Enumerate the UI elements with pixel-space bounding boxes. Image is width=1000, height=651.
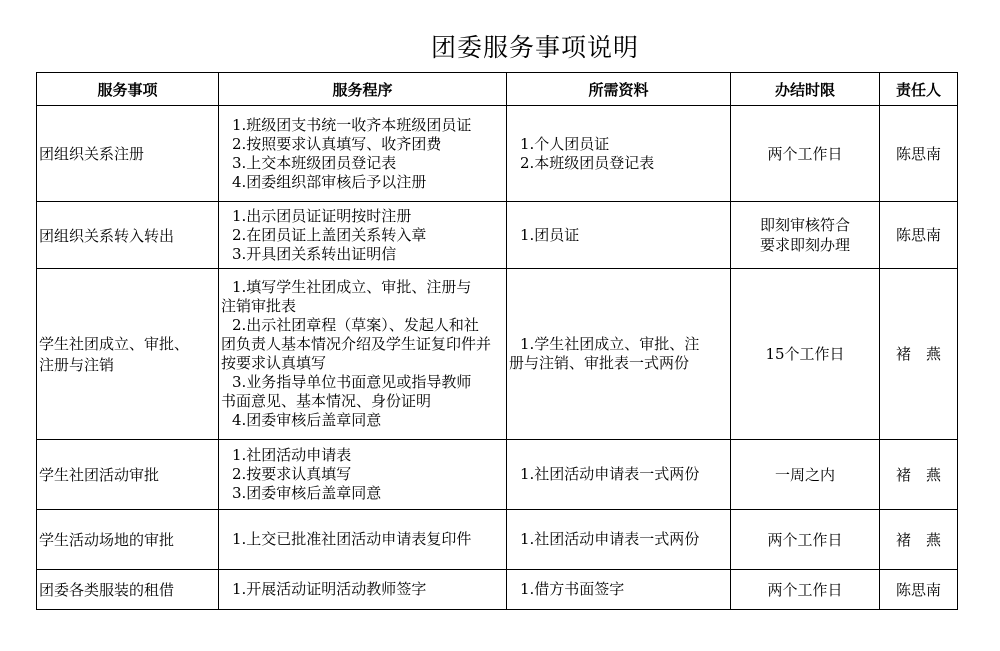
procedure-cell: [219, 269, 507, 440]
service-name: 团组织关系注册: [37, 106, 219, 202]
service-name: 学生活动场地的审批: [37, 510, 219, 570]
table-row: [37, 106, 958, 202]
procedure-step: 1.班级团支书统一收齐本班级团员证: [232, 115, 472, 134]
procedure-cell: [219, 202, 507, 269]
deadline-cell: [731, 570, 880, 610]
deadline-text: 两个工作日: [767, 580, 843, 599]
procedure-step-continued: 注销审批表: [221, 297, 297, 315]
procedure-step: 3.上交本班级团员登记表: [232, 153, 397, 172]
procedure-cell: [219, 570, 507, 610]
service-name: 团委各类服装的租借: [37, 570, 219, 610]
material-item: 2.本班级团员登记表: [520, 153, 655, 172]
materials-cell: [507, 570, 731, 610]
table-row: [37, 570, 958, 610]
service-name: 团组织关系转入转出: [37, 202, 219, 269]
material-item: 1.学生社团成立、审批、注: [520, 335, 700, 353]
procedure-step: 3.业务指导单位书面意见或指导教师: [232, 373, 472, 391]
responsible-person: 褚 燕: [880, 269, 958, 440]
header-service-procedure: 服务程序: [219, 73, 507, 106]
procedure-step: 1.出示团员证证明按时注册: [232, 206, 412, 225]
service-name-line: 学生社团成立、审批、: [39, 335, 190, 353]
deadline-text: 两个工作日: [767, 530, 843, 549]
responsible-person: 陈思南: [880, 106, 958, 202]
material-item: 1.团员证: [520, 225, 580, 244]
table-row: [37, 202, 958, 269]
service-name: [37, 269, 219, 440]
material-item-continued: 册与注销、审批表一式两份: [509, 354, 690, 372]
deadline-cell: [731, 106, 880, 202]
procedure-step: 1.上交已批准社团活动申请表复印件: [232, 530, 472, 548]
service-name-line: 注册与注销: [39, 356, 115, 374]
deadline-cell: [731, 440, 880, 510]
procedure-step: 1.填写学生社团成立、审批、注册与: [232, 278, 472, 296]
material-item: 1.借方书面签字: [520, 580, 625, 598]
materials-cell: [507, 269, 731, 440]
responsible-person: 褚 燕: [880, 510, 958, 570]
procedure-step: 2.按照要求认真填写、收齐团费: [232, 134, 442, 153]
procedure-cell: [219, 510, 507, 570]
header-deadline: 办结时限: [731, 73, 880, 106]
procedure-step: 4.团委组织部审核后予以注册: [232, 172, 427, 191]
materials-cell: [507, 510, 731, 570]
table-row: [37, 440, 958, 510]
procedure-step: 2.在团员证上盖团关系转入章: [232, 225, 427, 244]
header-responsible-person: 责任人: [880, 73, 958, 106]
service-table: [36, 72, 958, 610]
material-item: 1.个人团员证: [520, 134, 610, 153]
deadline-text: 一周之内: [774, 465, 835, 484]
table-header-row: [37, 73, 958, 106]
procedure-step: 4.团委审核后盖章同意: [232, 411, 382, 429]
material-item: 1.社团活动申请表一式两份: [520, 465, 700, 483]
procedure-step: 1.开展活动证明活动教师签字: [232, 580, 427, 598]
header-required-materials: 所需资料: [507, 73, 731, 106]
procedure-step: 1.社团活动申请表: [232, 446, 352, 464]
material-item: 1.社团活动申请表一式两份: [520, 530, 700, 548]
deadline-text: 要求即刻办理: [759, 236, 850, 254]
procedure-cell: [219, 106, 507, 202]
materials-cell: [507, 440, 731, 510]
procedure-step-continued: 团负责人基本情况介绍及学生证复印件并按要求认真填写: [221, 335, 492, 372]
responsible-person: 陈思南: [880, 202, 958, 269]
deadline-cell: [731, 510, 880, 570]
procedure-step: 2.按要求认真填写: [232, 465, 352, 483]
table-row: [37, 269, 958, 440]
deadline-text: 即刻审核符合: [759, 216, 850, 234]
page-title: 团委服务事项说明: [430, 33, 639, 62]
deadline-text: 两个工作日: [767, 144, 843, 163]
materials-cell: [507, 202, 731, 269]
procedure-step: 2.出示社团章程（草案）、发起人和社: [232, 316, 479, 334]
procedure-step: 3.开具团关系转出证明信: [232, 244, 397, 263]
table-row: [37, 510, 958, 570]
header-service-item: 服务事项: [37, 73, 219, 106]
responsible-person: 陈思南: [880, 570, 958, 610]
procedure-cell: [219, 440, 507, 510]
responsible-person: 褚 燕: [880, 440, 958, 510]
deadline-text: 15个工作日: [765, 345, 845, 363]
procedure-step: 3.团委审核后盖章同意: [232, 484, 382, 502]
procedure-step-continued: 书面意见、基本情况、身份证明: [221, 392, 432, 410]
deadline-cell: [731, 202, 880, 269]
materials-cell: [507, 106, 731, 202]
service-name: 学生社团活动审批: [37, 440, 219, 510]
deadline-cell: [731, 269, 880, 440]
